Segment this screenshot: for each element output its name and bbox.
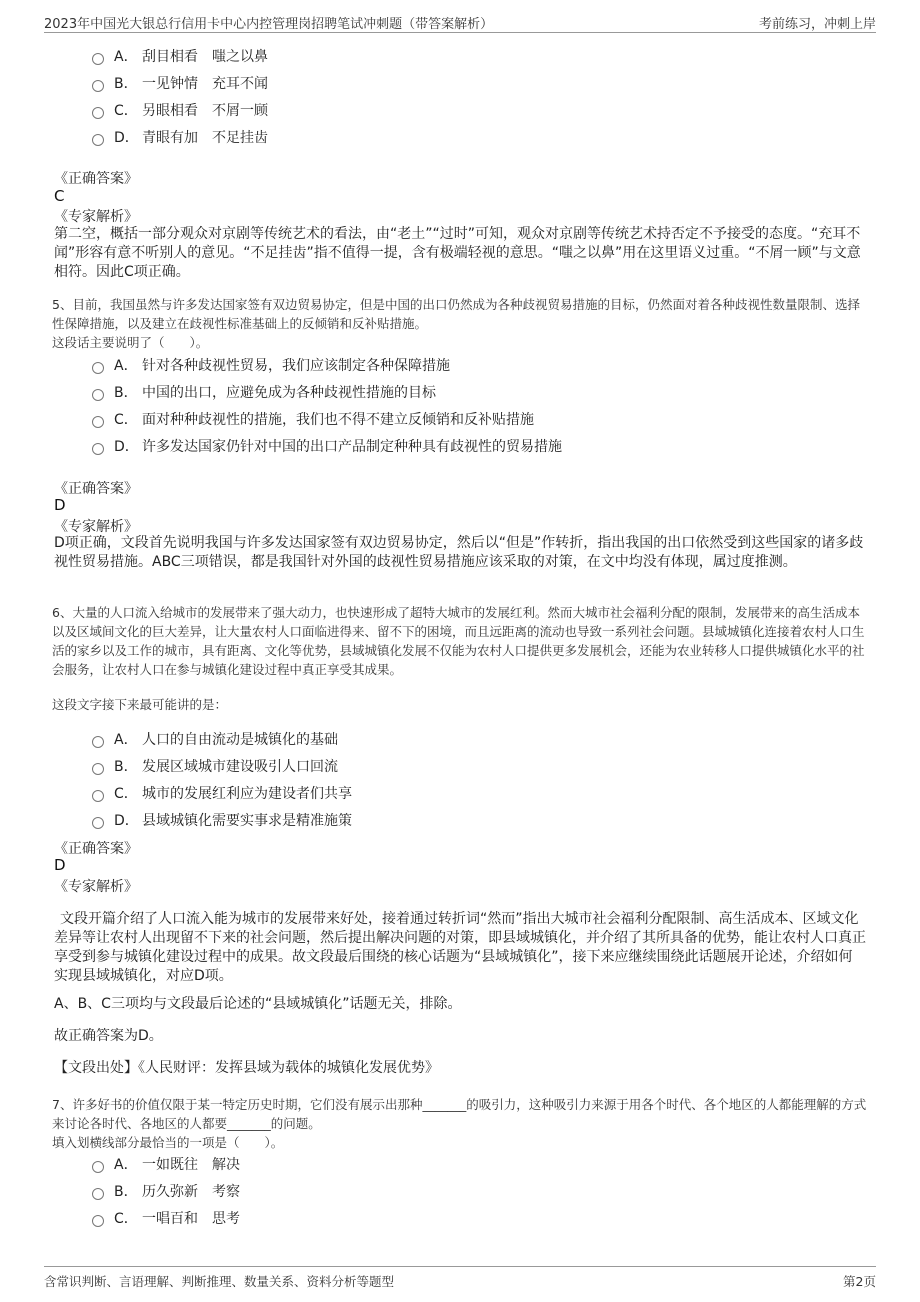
radio-icon[interactable]	[92, 416, 104, 428]
radio-icon[interactable]	[92, 1188, 104, 1200]
page-header	[44, 10, 876, 33]
q4-answer: C	[54, 187, 65, 205]
page-footer	[44, 1266, 876, 1291]
q6-option-a[interactable]: A． 人口的自由流动是城镇化的基础	[92, 725, 352, 752]
q6-source: 【文段出处】《人民财评：发挥县域为载体的城镇化发展优势》	[54, 1060, 439, 1076]
q5-option-d[interactable]: D． 许多发达国家仍针对中国的出口产品制定种种具有歧视性的贸易措施	[92, 432, 562, 459]
q5-option-a[interactable]: A． 针对各种歧视性贸易，我们应该制定各种保障措施	[92, 351, 562, 378]
q6-prompt: 这段文字接下来最可能讲的是：	[52, 697, 228, 712]
q4-answer-label: 《正确答案》	[54, 171, 138, 187]
q4-option-a[interactable]: A． 刮目相看 嗤之以鼻	[92, 42, 268, 69]
q6-analysis-label: 《专家解析》	[54, 879, 138, 895]
q4-analysis: 第二空，概括一部分观众对京剧等传统艺术的看法，由“老土”“过时”可知，观众对京剧等传统艺术持否定不予接受的态度。“充耳不闻”形容有意不听别人的意见。“不足挂齿”指不值得一提，含有极端轻视的意思。“嗤之以鼻”用在这里语义过重。“不屑一顾”与文意相符。因此C项正确。	[54, 226, 861, 280]
q5-answer: D	[54, 496, 66, 514]
q6-options	[92, 725, 352, 833]
radio-icon[interactable]	[92, 1215, 104, 1227]
radio-icon[interactable]	[92, 817, 104, 829]
radio-icon[interactable]	[92, 790, 104, 802]
q6-stem: 6、大量的人口流入给城市的发展带来了强大动力，也快速形成了超特大城市的发展红利。然而大城市社会福利分配的限制，发展带来的高生活成本以及区域间文化的巨大差异，让大量农村人口面临进得来、留不下的困境，而且远距离的流动也导致一系列社会问题。县域城镇化连接着农村人口生活的家乡以及工作的城市，具有距离、文化等优势，县域城镇化发展不仅能为农村人口提供更多发展机会，还能为农业转移人口提供城镇化水平的社会服务，让农村人口在参与城镇化建设过程中真正享受其成果。	[52, 605, 865, 677]
radio-icon[interactable]	[92, 736, 104, 748]
q6-answer: D	[54, 856, 66, 874]
q5-option-b[interactable]: B． 中国的出口，应避免成为各种歧视性措施的目标	[92, 378, 562, 405]
q6-option-d[interactable]: D． 县域城镇化需要实事求是精准施策	[92, 806, 352, 833]
q5-option-c[interactable]: C． 面对种种歧视性的措施，我们也不得不建立反倾销和反补贴措施	[92, 405, 562, 432]
q7-options	[92, 1150, 240, 1231]
q6-option-b[interactable]: B． 发展区域城市建设吸引人口回流	[92, 752, 352, 779]
q4-option-c[interactable]: C． 另眼相看 不屑一顾	[92, 96, 268, 123]
q5-answer-label: 《正确答案》	[54, 481, 138, 497]
q4-analysis-label: 《专家解析》	[54, 209, 138, 225]
q7-stem: 7、许多好书的价值仅限于某一特定历史时期，它们没有展示出那种_______的吸引力，这种吸引力来源于用各个时代、各个地区的人都能理解的方式来讨论各时代、各地区的人都要_______的问题。	[52, 1097, 867, 1131]
q4-options	[92, 42, 268, 150]
q6-analysis-conclusion: 故正确答案为D。	[54, 1028, 163, 1044]
q6-analysis-body: 文段开篇介绍了人口流入能为城市的发展带来好处，接着通过转折词“然而”指出大城市社会福利分配限制、高生活成本、区域文化差异等让农村人出现留不下来的社会问题，然后提出解决问题的对策，即县域城镇化，并介绍了其所具备的优势，能让农村人口真正享受到参与城镇化建设过程中的成果。故文段最后围绕的核心话题为“县域城镇化”，接下来应继续围绕此话题展开论述，介绍如何实现县域城镇化，对应D项。	[54, 911, 866, 984]
radio-icon[interactable]	[92, 763, 104, 775]
page-number: 第2页	[843, 1274, 876, 1289]
q4-option-d[interactable]: D． 青眼有加 不足挂齿	[92, 123, 268, 150]
q5-analysis: D项正确，文段首先说明我国与许多发达国家签有双边贸易协定，然后以“但是”作转折，指出我国的出口依然受到这些国家的诸多歧视性贸易措施。ABC三项错误，都是我国针对外国的歧视性贸易措施应该采取的对策，在文中均没有体现，属过度推测。	[54, 535, 864, 570]
radio-icon[interactable]	[92, 107, 104, 119]
radio-icon[interactable]	[92, 362, 104, 374]
q5-analysis-label: 《专家解析》	[54, 519, 138, 535]
radio-icon[interactable]	[92, 53, 104, 65]
radio-icon[interactable]	[92, 80, 104, 92]
document-title: 2023年中国光大银总行信用卡中心内控管理岗招聘笔试冲刺题（带答案解析）	[44, 17, 494, 32]
radio-icon[interactable]	[92, 443, 104, 455]
q7-prompt: 填入划横线部分最恰当的一项是（ ）。	[52, 1135, 284, 1150]
q7-option-b[interactable]: B． 历久弥新 考察	[92, 1177, 240, 1204]
q7-option-c[interactable]: C． 一唱百和 思考	[92, 1204, 240, 1231]
q6-option-c[interactable]: C． 城市的发展红利应为建设者们共享	[92, 779, 352, 806]
q5-options	[92, 351, 562, 459]
q4-option-b[interactable]: B． 一见钟情 充耳不闻	[92, 69, 268, 96]
q5-stem: 5、目前，我国虽然与许多发达国家签有双边贸易协定，但是中国的出口仍然成为各种歧视贸易措施的目标，仍然面对着各种歧视性数量限制、选择性保障措施，以及建立在歧视性标准基础上的反倾销和反补贴措施。	[52, 297, 860, 331]
radio-icon[interactable]	[92, 389, 104, 401]
q5-prompt: 这段话主要说明了（ ）。	[52, 335, 209, 350]
radio-icon[interactable]	[92, 134, 104, 146]
q6-analysis-elimination: A、B、C三项均与文段最后论述的“县域城镇化”话题无关，排除。	[54, 996, 462, 1012]
q7-option-a[interactable]: A． 一如既往 解决	[92, 1150, 240, 1177]
header-slogan: 考前练习，冲刺上岸	[758, 17, 876, 32]
radio-icon[interactable]	[92, 1161, 104, 1173]
q6-answer-label: 《正确答案》	[54, 841, 138, 857]
footer-topics: 含常识判断、言语理解、判断推理、数量关系、资料分析等题型	[44, 1274, 395, 1289]
